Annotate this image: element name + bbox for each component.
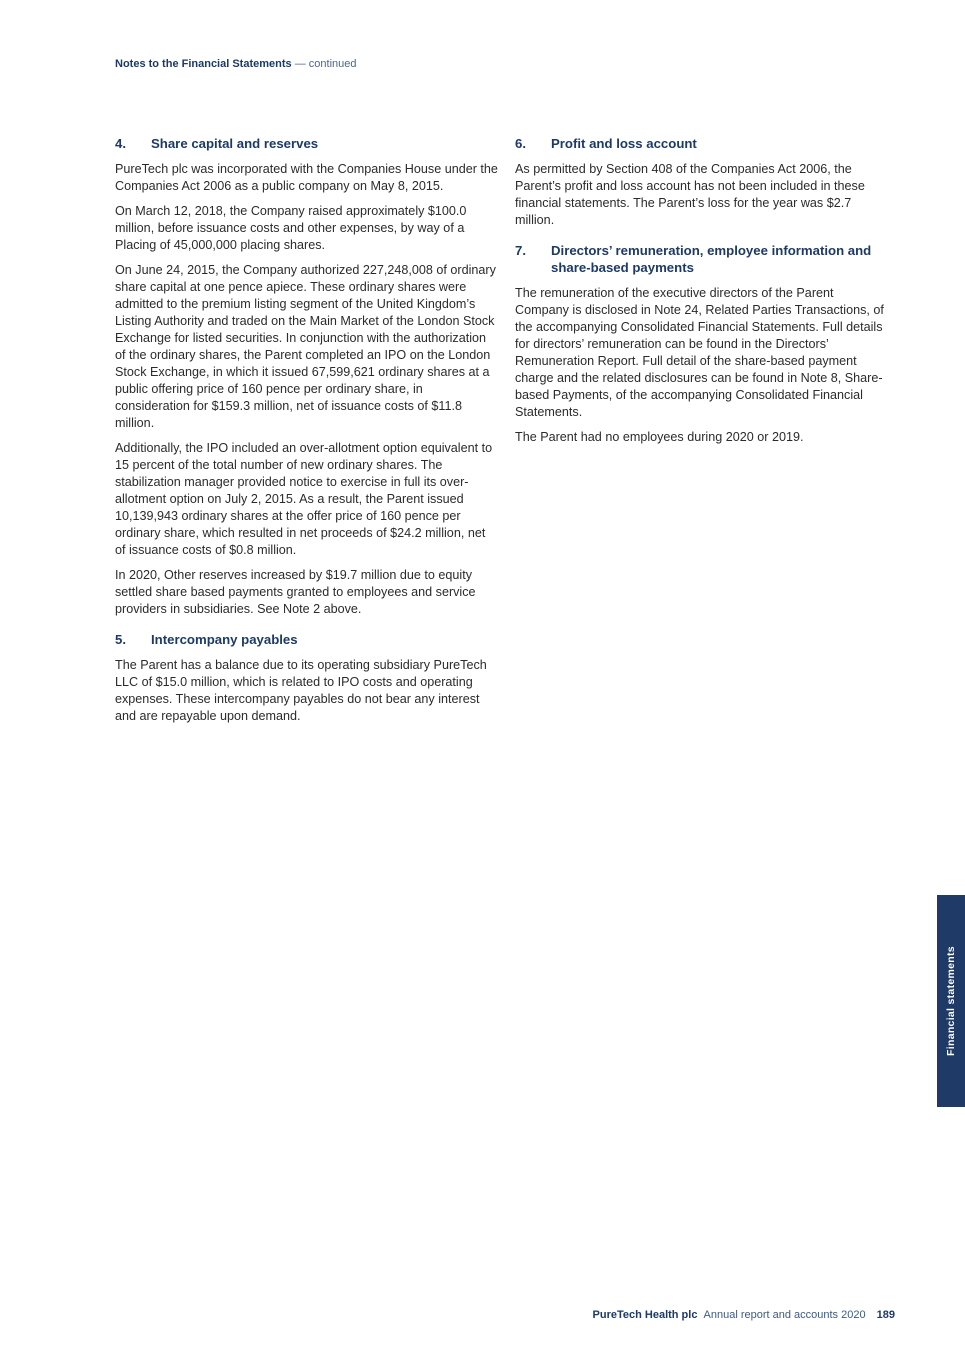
note-4-heading bbox=[115, 135, 498, 152]
note-title: Share capital and reserves bbox=[151, 136, 319, 151]
note-number: 5. bbox=[115, 632, 126, 647]
paragraph: The Parent has a balance due to its operating subsidiary PureTech LLC of $15.0 million, which is related to IPO costs and operating expenses. These intercompany payables do not bear any interest and are repayable upon demand. bbox=[115, 658, 487, 723]
running-header-continued: — continued bbox=[294, 58, 357, 70]
paragraph: On June 24, 2015, the Company authorized 227,248,008 of ordinary share capital at one pence apiece. These ordinary shares were admitted to the premium listing segment of the United Kingdom’s Listing Authority and traded on the Main Market of the London Stock Exchange for listed securities. In conjunction with the authorization of the ordinary shares, the Parent completed an IPO on the London Stock Exchange, in which it issued 67,599,621 ordinary shares at a public offering price of 160 pence per ordinary share, in consideration for $159.3 million, net of issuance costs of $11.8 million. bbox=[115, 263, 496, 430]
paragraph: The Parent had no employees during 2020 or 2019. bbox=[515, 430, 804, 444]
running-header-title: Notes to the Financial Statements bbox=[115, 58, 292, 70]
page-number: 189 bbox=[876, 1309, 895, 1321]
right-column bbox=[515, 135, 890, 459]
note-number: 7. bbox=[515, 243, 526, 258]
running-header bbox=[115, 57, 356, 71]
footer-report-title: Annual report and accounts 2020 bbox=[703, 1309, 866, 1321]
note-6-heading bbox=[515, 135, 890, 152]
paragraph: PureTech plc was incorporated with the Companies House under the Companies Act 2006 as a public company on May 8, 2015. bbox=[115, 162, 498, 193]
note-number: 4. bbox=[115, 136, 126, 151]
note-title: Intercompany payables bbox=[151, 632, 298, 647]
note-7-heading bbox=[515, 242, 890, 276]
paragraph: The remuneration of the executive directors of the Parent Company is disclosed in Note 24, Related Parties Transactions, of the accompanying Consolidated Financial Statements. Full details for directors’ remuneration can be found in the Directors’ Remuneration Report. Full detail of the share-based payment charge and the related disclosures can be found in Note 8, Share-based Payments, of the accompanying Consolidated Financial Statements. bbox=[515, 286, 884, 419]
note-title: Profit and loss account bbox=[551, 136, 697, 151]
side-tab-label: Financial statements bbox=[945, 946, 957, 1056]
left-column bbox=[115, 135, 498, 738]
page-footer bbox=[593, 1308, 895, 1322]
footer-company: PureTech Health plc bbox=[592, 1309, 698, 1321]
paragraph: In 2020, Other reserves increased by $19.7 million due to equity settled share based payments granted to employees and service providers in subsidiaries. See Note 2 above. bbox=[115, 568, 476, 616]
note-title: Directors’ remuneration, employee information and share-based payments bbox=[551, 243, 872, 275]
paragraph: On March 12, 2018, the Company raised approximately $100.0 million, before issuance costs and other expenses, by way of a Placing of 45,000,000 placing shares. bbox=[115, 204, 467, 252]
paragraph: Additionally, the IPO included an over-allotment option equivalent to 15 percent of the total number of new ordinary shares. The stabilization manager provided notice to exercise in full its over-allotment option on July 2, 2015. As a result, the Parent issued 10,139,943 ordinary shares at the offer price of 160 pence per ordinary share, which resulted in net proceeds of $24.2 million, net of issuance costs of $0.8 million. bbox=[115, 441, 493, 557]
note-7-section bbox=[515, 242, 890, 446]
paragraph: As permitted by Section 408 of the Companies Act 2006, the Parent’s profit and loss account has not been included in these financial statements. The Parent’s loss for the year was $2.7 million. bbox=[515, 162, 865, 227]
note-5-section bbox=[115, 631, 498, 725]
note-6-section bbox=[515, 135, 890, 229]
note-4-section bbox=[115, 135, 498, 618]
section-side-tab[interactable] bbox=[937, 895, 965, 1107]
note-number: 6. bbox=[515, 136, 526, 151]
note-5-heading bbox=[115, 631, 498, 648]
